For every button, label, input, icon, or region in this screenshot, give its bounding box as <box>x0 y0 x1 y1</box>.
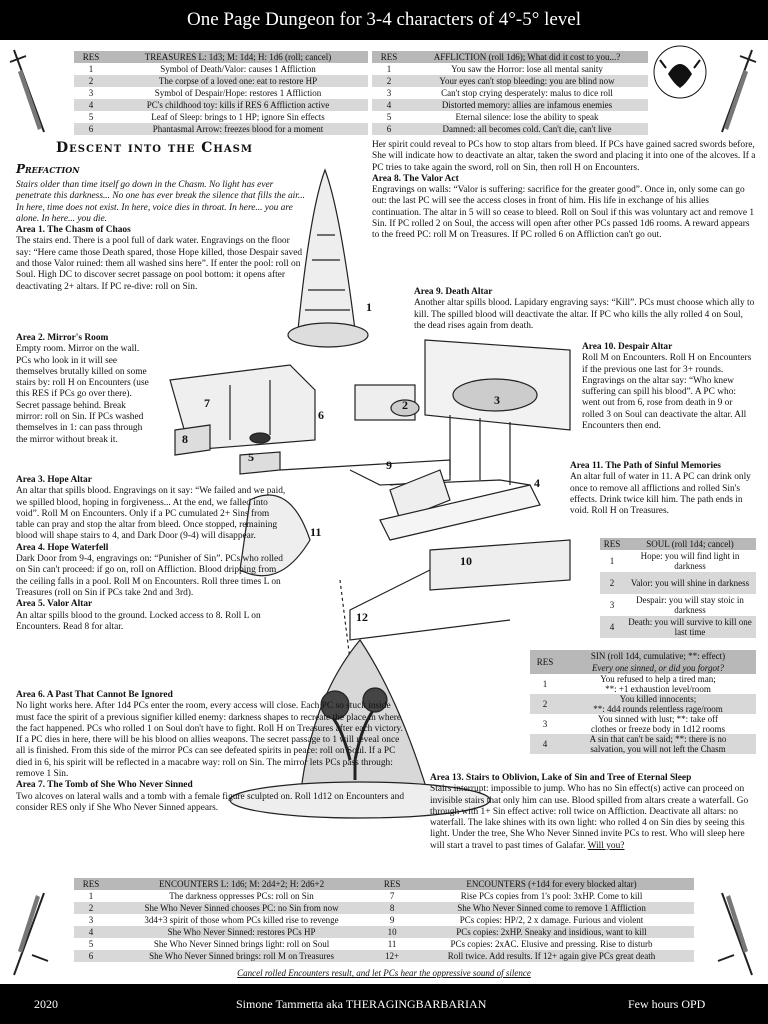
footer-format: Few hours OPD <box>628 997 706 1011</box>
cell: PCs copies: 2xHP. Sneaky and insidious, want to kill <box>409 926 694 938</box>
cell: Distorted memory: allies are infamous enemies <box>406 99 648 111</box>
area-11-block <box>570 461 756 517</box>
cell: She Who Never Sinned brings: roll M on Treasures <box>108 950 375 962</box>
table-row <box>74 87 368 99</box>
cell-line: **: 4d4 rounds relentless rage/room <box>593 704 723 714</box>
page-header <box>0 0 768 40</box>
table-header: SIN (roll 1d4, cumulative; **: effect) <box>560 650 756 662</box>
cell: 4 <box>372 99 406 111</box>
cell: She Who Never Sinned brings light: roll on Soul <box>153 939 330 949</box>
cell: Damned: all becomes cold. Can't die, can't live <box>406 123 648 135</box>
table-row <box>74 938 694 950</box>
table-header: ENCOUNTERS (+1d4 for every blocked altar) <box>409 878 694 890</box>
closing-question: Will you? <box>587 840 625 851</box>
brand-logo <box>652 44 708 100</box>
cell: Phantasmal Arrow: freezes blood for a moment <box>108 123 368 135</box>
soul-table <box>600 538 756 638</box>
dungeon-title: Descent into the Chasm <box>56 140 253 156</box>
map-label: 11 <box>310 525 322 539</box>
cell: Hope: you will find light in darkness <box>640 551 740 571</box>
table-row <box>74 63 368 75</box>
cell: 2 <box>600 572 624 594</box>
cell: 4 <box>530 734 560 754</box>
map-label: 3 <box>494 393 500 407</box>
cell: 3 <box>542 719 548 729</box>
area-body: Empty room. Mirror on the wall. PCs who look in it will see themselves brutally killed on some stairs by: roll H on Encounters (use this RES if PCs go over there). Secret passage behind. Break mirror: roll on Sin. If PCs washed themselves in 1: can pass through the mirror without break it. <box>16 344 149 445</box>
area-2-block <box>16 333 151 446</box>
cell: Death: you will survive to kill one last time <box>624 616 756 638</box>
map-label: 10 <box>460 554 472 568</box>
cell: Despair: you will stay stoic in darkness <box>636 595 744 615</box>
area-13-block <box>430 773 756 852</box>
cell: 2 <box>74 902 108 914</box>
table-header: SOUL (roll 1d4; cancel) <box>624 538 756 550</box>
area-title: Area 9. Death Altar <box>414 287 493 297</box>
sword-icon <box>4 885 60 981</box>
table-header: RES <box>600 538 624 550</box>
cell: Rise PCs copies from 1's pool: 3xHP. Come to kill <box>460 891 643 901</box>
area-8-block <box>372 140 756 242</box>
table-row <box>372 99 648 111</box>
table-header: RES <box>74 51 108 63</box>
area-title: Area 11. The Path of Sinful Memories <box>570 461 721 471</box>
map-label: 4 <box>534 476 540 490</box>
map-label: 5 <box>248 450 254 464</box>
cell: Your eyes can't stop bleeding: you are blind now <box>406 75 648 87</box>
area-3-block <box>16 475 286 633</box>
area-10-block <box>582 342 756 432</box>
table-row <box>600 550 756 572</box>
map-label: 6 <box>318 408 324 422</box>
cell: 5 <box>386 112 392 122</box>
encounters-table <box>74 878 694 962</box>
area-title: Area 1. The Chasm of Chaos <box>16 225 131 236</box>
cell: 4 <box>74 99 108 111</box>
cell: 2 <box>372 75 406 87</box>
cell: She Who Never Sinned: restores PCs HP <box>108 926 375 938</box>
cell: Symbol of Death/Valor: causes 1 Affliction <box>160 64 316 74</box>
table-row <box>74 123 368 135</box>
table-row <box>372 111 648 123</box>
sin-table <box>530 650 756 754</box>
cell: 10 <box>375 926 409 938</box>
area-title: Area 8. The Valor Act <box>372 173 459 184</box>
cell: 3 <box>386 88 392 98</box>
cell: Leaf of Sleep: brings to 1 HP; ignore Sin effects <box>151 112 325 122</box>
sword-icon <box>712 885 768 981</box>
cell: The darkness oppresses PCs: roll on Sin <box>169 891 314 901</box>
cell: 1 <box>88 64 94 74</box>
cell: 1 <box>88 891 94 901</box>
cell: PCs copies: 2xAC. Elusive and pressing. Rise to disturb <box>450 939 653 949</box>
cell: 4 <box>600 616 624 638</box>
table-header: RES <box>372 51 406 63</box>
cell: 1 <box>386 64 392 74</box>
table-row <box>74 890 694 902</box>
table-row <box>372 123 648 135</box>
cell: The corpse of a loved one: eat to restore HP <box>108 75 368 87</box>
cell: 4 <box>74 926 108 938</box>
cell: 1 <box>609 556 615 566</box>
cell: 5 <box>88 112 94 122</box>
cell-line: salvation, you will not left the Chasm <box>590 744 726 754</box>
footer-year: 2020 <box>34 997 58 1011</box>
table-row <box>530 694 756 714</box>
table-row <box>74 902 694 914</box>
table-row <box>74 914 694 926</box>
cell-line: A sin that can't be said; **: there is no <box>589 734 727 744</box>
table-row <box>372 75 648 87</box>
area-7-continuation: Her spirit could reveal to PCs how to stop altars from bleed. If PCs have gained sacred swords before, She will indicate how to deactivate an altar, taken the sword and placing it into one of the alcoves. If a PC tries to take again the sword, roll on Sin, then roll H on Encounters. <box>372 140 756 173</box>
area-body: Dark Door from 9-4, engravings on: “Punisher of Sin”. PCs who rolled on Sin can't proceed: if go on, roll on Affliction. Blood dripping from the ceiling falls in a pool. Roll M on Encounters. Roll three times L on Treasures (roll on Sin if PCs take 2nd and 3rd). <box>16 554 283 598</box>
table-header: AFFLICTION (roll 1d6); What did it cost to you...? <box>406 51 648 63</box>
area-body: Two alcoves on lateral walls and a tomb with a female figure sculpted on. Roll 1d12 on Encounters and consider RES only if She Who Never Sinned appears. <box>16 791 405 813</box>
cell: You saw the Horror: lose all mental sanity <box>451 64 603 74</box>
area-title: Area 4. Hope Waterfell <box>16 542 109 553</box>
table-row <box>600 594 756 616</box>
cell: PC's childhood toy: kills if RES 6 Affliction active <box>108 99 368 111</box>
cell: 1 <box>542 679 548 689</box>
cell: Can't stop crying desperately: malus to dice roll <box>441 88 613 98</box>
encounters-note: Cancel rolled Encounters result, and let PCs hear the oppressive sound of silence <box>237 968 531 978</box>
table-row <box>74 111 368 123</box>
area-body: Engravings on walls: “Valor is suffering: sacrifice for the greater good”. Once in, only some can go out: the last PC will see the access closes in front of him. His life in exchange of his allies continuation. The altar in 5 will so cease to bleed. Roll on Soul if this was voluntary act and remove 1 Sin. If PC rolled 2 on Soul, the access will open after other PCs passed 1d6 rooms. A reward appears to the freed PC: roll M on Treasures. If PC rolled 6 on Affliction can't go out. <box>372 185 755 241</box>
area-title: Area 5. Valor Altar <box>16 599 93 610</box>
area-body: An altar spills blood to the ground. Locked access to 8. Roll L on Encounters. Read 8 for altar. <box>16 610 261 632</box>
cell: 9 <box>389 915 395 925</box>
area-body: The stairs end. There is a pool full of dark water. Engravings on the floor say: “Here came those Death spared, those Hope killed, those Despair saved and those Valor ruined: them all washed sins here”. If enter the pool: roll on Soul. High DC to discover secret passage on pool bottom: it opens after deactivating 2+ altars. If PC re-dive: roll on Sin. <box>16 236 303 292</box>
table-row <box>600 572 756 594</box>
table-row <box>74 75 368 87</box>
map-label: 7 <box>204 396 210 410</box>
map-label: 9 <box>386 458 392 472</box>
page-footer <box>0 984 768 1024</box>
sword-icon <box>4 42 60 138</box>
cell-line: You refused to help a tired man; <box>600 674 716 684</box>
table-header: RES <box>375 878 409 890</box>
preface-text-block <box>16 180 306 293</box>
table-row <box>74 950 694 962</box>
table-header: RES <box>530 650 560 674</box>
table-row <box>372 87 648 99</box>
table-row <box>530 714 756 734</box>
preface-text: Stairs older than time itself go down in the Chasm. No light has ever penetrate this darkness... No one has ever break the silence that fills the air... In here, time does not exist. In here, voice dies in throat. In here... you are alone. In here... you die. <box>16 180 305 224</box>
sword-icon <box>712 42 768 138</box>
table-row <box>600 616 756 638</box>
area-body: Roll M on Encounters. Roll H on Encounters if the previous one last for 3+ rounds. Engravings on the altar say: “Who knew suffering can spill his blood”. A PC who: went out from 6, rose from death in 9 or rolled 3 on Soul can deactivate the altar. All Encounters then end. <box>582 353 752 432</box>
affliction-table <box>372 51 648 135</box>
cell: 5 <box>88 939 94 949</box>
footer-author: Simone Tammetta aka THERAGINGBARBARIAN <box>236 997 487 1011</box>
cell: 3 <box>609 600 615 610</box>
table-row <box>530 734 756 754</box>
table-row <box>74 926 694 938</box>
cell: 7 <box>389 891 395 901</box>
table-header: RES <box>74 878 108 890</box>
area-title: Area 3. Hope Altar <box>16 475 92 485</box>
cell-line: You killed innocents; <box>619 694 697 704</box>
treasures-table <box>74 51 368 135</box>
map-label: 2 <box>402 398 408 412</box>
cell: Valor: you will shine in darkness <box>624 572 756 594</box>
area-title: Area 2. Mirror's Room <box>16 333 109 343</box>
cell: 12+ <box>375 950 409 962</box>
table-subheader: Every one sinned, or did you forgot? <box>560 662 756 674</box>
table-header: TREASURES L: 1d3; M: 1d4; H: 1d6 (roll; cancel) <box>108 51 368 63</box>
page-title: One Page Dungeon for 3-4 characters of 4°-5° level <box>187 9 581 30</box>
table-header: ENCOUNTERS L: 1d6; M: 2d4+2; H: 2d6+2 <box>108 878 375 890</box>
area-6-block <box>16 690 411 814</box>
map-label: 8 <box>182 432 188 446</box>
cell-line: **: +1 exhaustion level/room <box>605 684 711 694</box>
area-title: Area 13. Stairs to Oblivion, Lake of Sin and Tree of Eternal Sleep <box>430 773 692 783</box>
cell: 3d4+3 spirit of those whom PCs killed rise to revenge <box>144 915 339 925</box>
area-title: Area 7. The Tomb of She Who Never Sinned <box>16 780 193 791</box>
preface-heading: Prefaction <box>16 162 80 176</box>
area-body: Another altar spills blood. Lapidary engraving says: “Kill”. PCs must choose which ally to kill. The spilled blood will deactivate the altar. If PC who kills the ally rolled 4 on Soul, the dead rises again from death. <box>414 298 755 331</box>
area-body: An altar full of water in 11. A PC can drink only once to remove all afflictions and rolled Sin's effects. Drink twice kill him. The path ends in void. Roll H on Treasures. <box>570 472 751 517</box>
cell: 2 <box>530 694 560 714</box>
cell: 11 <box>387 939 397 949</box>
cell: PCs copies: HP/2, 2 x damage. Furious and violent <box>459 915 644 925</box>
cell: Symbol of Despair/Hope: restores 1 Affliction <box>154 88 322 98</box>
area-body: Stairs interrupt: impossible to jump. Who has no Sin effect(s) active can proceed on invisible stairs that only him can use. Blood spilled from altars create a waterfall. Go through with 1+ Sin effect active: roll twice on Affliction. Deactivate all altars: no waterfall. The lake shines with its own light: who rolled 4 on Sin dies by seeing this light. Under the tree, She Who Never Sinned invite PCs to rest. Who will sleep here will start a travel to past times of Galafar. <box>430 784 749 851</box>
area-title: Area 6. A Past That Cannot Be Ignored <box>16 690 173 700</box>
map-label: 1 <box>366 300 372 314</box>
area-title: Area 10. Despair Altar <box>582 342 673 352</box>
cell-line: You sinned with lust; **: take off <box>598 714 718 724</box>
area-body: No light works here. After 1d4 PCs enter the room, every access will close. Each PC so stuck inside must face the spirit of a previous signifier killed enemy: darkness shapes to recreate the place in where the fact happened. PCs who rolled 1 on Soul don't have to fight. Roll H on Treasures after each victory. If a PC dies in here, there will be his blood on allies weapons. The secret passage to 1 will reveal once all is finished. From this side of the mirror PCs can see defeated spirits in peace: roll on Soul. If a PC died in 6, his spirit will be reflected in a macabre way: roll on Sin. The mirror lets PCs pass through: remove 1 Sin. <box>16 701 403 780</box>
table-row <box>372 63 648 75</box>
cell: 6 <box>74 950 108 962</box>
cell-line: clothes or freeze body in 1d12 rooms <box>591 724 725 734</box>
table-row <box>530 674 756 694</box>
table-row <box>74 99 368 111</box>
area-9-block <box>414 287 756 332</box>
cell: Roll twice. Add results. If 12+ again give PCs great death <box>409 950 694 962</box>
cell: 2 <box>74 75 108 87</box>
cell: 3 <box>88 88 94 98</box>
cell: Eternal silence: lose the ability to speak <box>455 112 599 122</box>
map-label: 12 <box>356 610 368 624</box>
cell: She Who Never Sinned come to remove 1 Affliction <box>409 902 694 914</box>
cell: She Who Never Sinned chooses PC: no Sin from now <box>108 902 375 914</box>
cell: 3 <box>88 915 94 925</box>
cell: 6 <box>74 123 108 135</box>
area-body: An altar that spills blood. Engravings on it say: “We failed and we paid, we spilled blood, hoping in forgiveness... At the end, we falled into void”. Roll M on Encounters. Only if a PC cumulated 2+ Sins from table can pray and stop the altar from bleed. Once stopped, remaining blood will shape stairs to 4, and Dark Door (9-4) will disappear. <box>16 486 286 542</box>
cell: 6 <box>372 123 406 135</box>
cell: 8 <box>375 902 409 914</box>
